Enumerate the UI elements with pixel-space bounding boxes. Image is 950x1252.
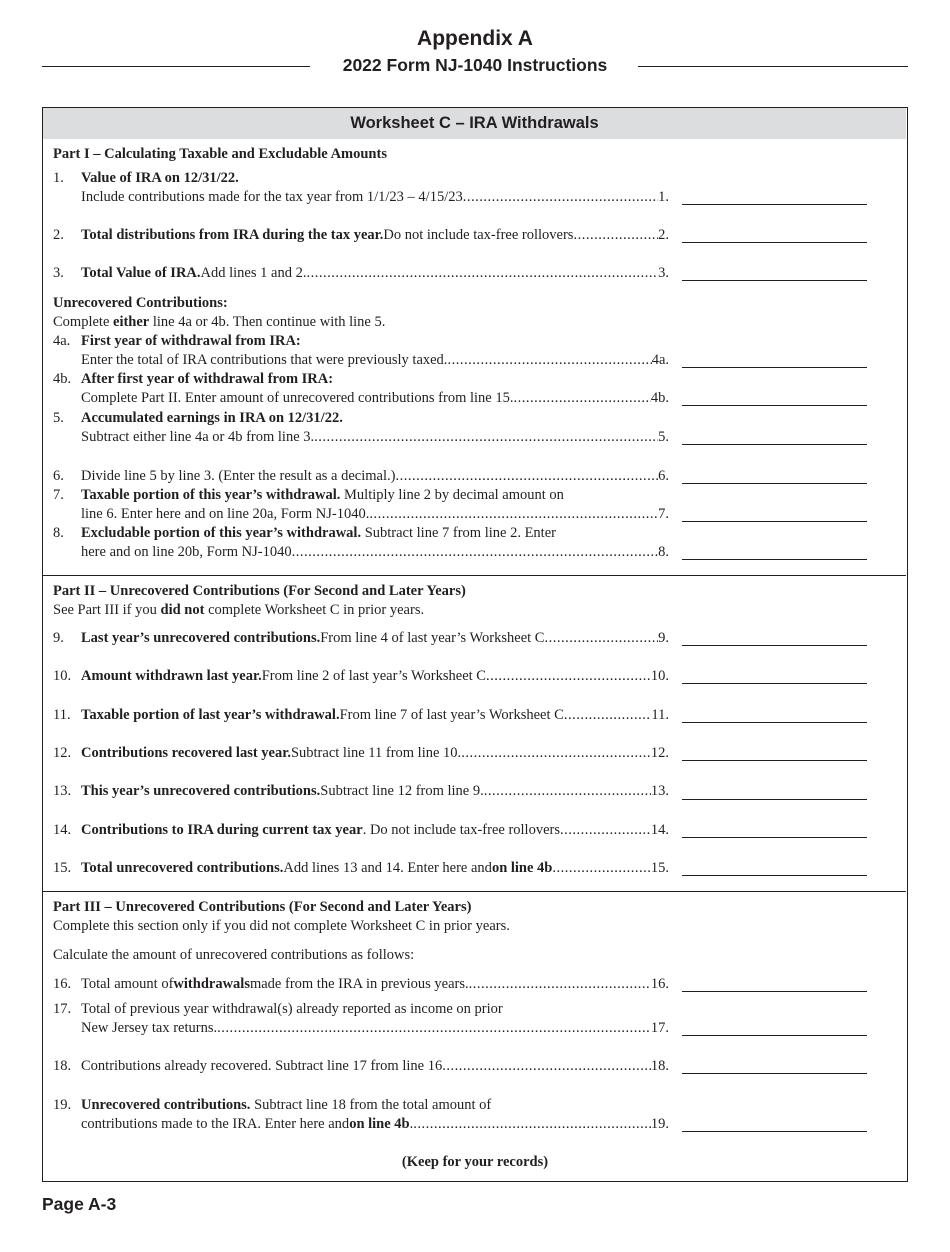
line-7-text: Multiply line 2 by decimal amount on [340,487,564,503]
line-13 [81,782,669,800]
line-ref: 13. [650,783,669,799]
line-19-text: Subtract line 18 from the total amount of [250,1097,492,1113]
line-5-title: Accumulated earnings in IRA on 12/31/22. [81,410,343,426]
line-9 [81,629,669,647]
line-8-title: Excludable portion of this year’s withdrawal. [81,525,362,541]
line-3-text: Add lines 1 and 2. [200,265,307,281]
line-13-title: This year’s unrecovered contributions. [81,783,321,799]
line-1-text: Include contributions made for the tax year from 1/1/23 – 4/15/23 [81,189,463,205]
line-ref: 12. [650,745,669,761]
part2-note [53,601,424,619]
line-16-bold: withdrawals [173,976,250,992]
line-15-bold-ref: on line 4b [491,860,553,876]
line-8-text-2: here and on line 20b, Form NJ-1040 [81,544,292,560]
line-8-text: Subtract line 7 from line 2. Enter [361,525,556,541]
line-ref: 11. [651,707,669,723]
line-number: 15. [53,860,72,876]
line-ref: 2. [658,227,669,243]
line-17-entry[interactable] [682,1035,867,1036]
line-3-title: Total Value of IRA. [81,265,201,281]
line-number: 7. [53,487,64,503]
line-6 [81,467,669,485]
line-ref: 5. [658,429,669,445]
line-11-title: Taxable portion of last year’s withdrawal. [81,707,340,723]
line-ref: 3. [658,265,669,281]
line-number: 5. [53,410,64,426]
line-9-text: From line 4 of last year’s Worksheet C [320,630,545,646]
line-7 [81,505,669,523]
line-1-title: Value of IRA on 12/31/22. [81,170,239,186]
line-19-bold-ref: on line 4b [349,1116,410,1132]
line-7-text-2: line 6. Enter here and on line 20a, Form NJ-1040. [81,506,370,522]
line-number: 11. [53,707,71,723]
line-19 [81,1115,669,1133]
line-16-pre: Total amount of [81,976,174,992]
line-number: 14. [53,822,72,838]
line-4a-entry[interactable] [682,367,867,368]
complete-post: line 4a or 4b. Then continue with line 5. [149,314,386,330]
line-5-entry[interactable] [682,444,867,445]
line-18 [81,1057,669,1075]
line-ref: 16. [650,976,669,992]
line-15 [81,859,669,877]
line-8-entry[interactable] [682,559,867,560]
line-17-text-2: New Jersey tax returns. [81,1020,218,1036]
line-number: 18. [53,1058,72,1074]
complete-bold: either [113,314,150,330]
line-13-entry[interactable] [682,799,867,800]
line-number: 16. [53,976,72,992]
part-divider-1 [43,575,906,576]
line-16-text: made from the IRA in previous years. [249,976,469,992]
line-ref: 14. [650,822,669,838]
line-ref: 7. [658,506,669,522]
line-12-title: Contributions recovered last year. [81,745,291,761]
line-13-text: Subtract line 12 from line 9. [320,783,484,799]
line-ref: 15. [650,860,669,876]
complete-pre: Complete [53,314,114,330]
part1-heading: Part I – Calculating Taxable and Excludable Amounts [53,146,387,162]
line-2-text: Do not include tax-free rollovers [383,227,574,243]
line-number: 4a. [53,333,71,349]
line-number: 12. [53,745,72,761]
line-14-title: Contributions to IRA during current tax year [81,822,363,838]
worksheet-title: Worksheet C – IRA Withdrawals [43,108,906,139]
line-7-heading [81,486,564,504]
line-number: 19. [53,1097,72,1113]
line-5 [81,428,669,446]
line-16 [81,975,669,993]
unrecovered-heading: Unrecovered Contributions: [53,295,228,311]
line-2-title: Total distributions from IRA during the tax year. [81,227,384,243]
line-19-heading [81,1096,491,1114]
keep-records-note: (Keep for your records) [401,1154,549,1170]
complete-instructions [53,313,385,331]
line-11-entry[interactable] [682,722,867,723]
line-ref: 18. [650,1058,669,1074]
line-4b-entry[interactable] [682,405,867,406]
line-19-entry[interactable] [682,1131,867,1132]
line-18-entry[interactable] [682,1073,867,1074]
part-divider-2 [43,891,906,892]
line-9-title: Last year’s unrecovered contributions. [81,630,321,646]
line-14-entry[interactable] [682,837,867,838]
line-18-text: Contributions already recovered. Subtract line 17 from line 16 [81,1058,443,1074]
line-ref: 6. [658,468,669,484]
line-4a-title: First year of withdrawal from IRA: [81,333,301,349]
line-number: 6. [53,468,64,484]
line-4b [81,389,669,407]
line-11 [81,706,669,724]
line-number: 4b. [53,371,72,387]
line-3-entry[interactable] [682,280,867,281]
line-17 [81,1019,669,1037]
line-number: 9. [53,630,64,646]
line-ref: 4a. [651,352,669,368]
part2-note-bold: did not [160,602,205,618]
part2-heading: Part II – Unrecovered Contributions (For Second and Later Years) [53,583,466,599]
line-11-text: From line 7 of last year’s Worksheet C [339,707,564,723]
line-8 [81,543,669,561]
line-ref: 8. [658,544,669,560]
line-5-text: Subtract either line 4a or 4b from line 3. [81,429,315,445]
line-number: 10. [53,668,72,684]
line-ref: 9. [658,630,669,646]
line-ref: 4b. [650,390,669,406]
line-2 [81,226,669,244]
line-10 [81,667,669,685]
line-12-text: Subtract line 11 from line 10. [290,745,462,761]
line-ref: 10. [650,668,669,684]
line-number: 3. [53,265,64,281]
line-4b-text: Complete Part II. Enter amount of unrecovered contributions from line 15. [81,390,514,406]
page-number: Page A-3 [42,1194,117,1214]
line-1-entry[interactable] [682,204,867,205]
line-14-text: . Do not include tax-free rollovers [362,822,560,838]
part2-note-pre: See Part III if you [53,602,161,618]
line-10-title: Amount withdrawn last year. [81,668,262,684]
line-number: 2. [53,227,64,243]
line-12 [81,744,669,762]
line-number: 1. [53,170,64,186]
line-9-entry[interactable] [682,645,867,646]
line-19-title: Unrecovered contributions. [81,1097,251,1113]
line-4a [81,351,669,369]
line-15-text: Add lines 13 and 14. Enter here and [283,860,492,876]
line-7-title: Taxable portion of this year’s withdrawal. [81,487,341,503]
line-4a-text: Enter the total of IRA contributions that were previously taxed. [81,352,448,368]
line-ref: 17. [650,1020,669,1036]
line-4b-title: After first year of withdrawal from IRA: [81,371,334,387]
line-1 [81,188,669,206]
line-ref: 19. [650,1116,669,1132]
line-number: 17. [53,1001,72,1017]
line-10-text: From line 2 of last year’s Worksheet C [261,668,486,684]
appendix-title: Appendix A [417,27,533,50]
line-16-entry[interactable] [682,991,867,992]
form-subtitle: 2022 Form NJ-1040 Instructions [342,55,608,75]
line-8-heading [81,524,556,542]
line-6-entry[interactable] [682,483,867,484]
line-14 [81,821,669,839]
line-6-text: Divide line 5 by line 3. (Enter the result as a decimal.) [81,468,396,484]
part3-heading: Part III – Unrecovered Contributions (For Second and Later Years) [53,899,472,915]
line-12-entry[interactable] [682,760,867,761]
part2-note-post: complete Worksheet C in prior years. [204,602,425,618]
line-17-text: Total of previous year withdrawal(s) already reported as income on prior [81,1001,503,1017]
line-19-text-2: contributions made to the IRA. Enter here and [81,1116,350,1132]
line-3 [81,264,669,282]
line-10-entry[interactable] [682,683,867,684]
line-7-entry[interactable] [682,521,867,522]
line-number: 13. [53,783,72,799]
part3-calc-note: Calculate the amount of unrecovered contributions as follows: [53,947,415,963]
part3-intro: Complete this section only if you did not complete Worksheet C in prior years. [53,918,510,934]
line-2-entry[interactable] [682,242,867,243]
subtitle-row [42,55,908,77]
line-19-text-3: . [409,1116,414,1132]
line-15-title: Total unrecovered contributions. [81,860,284,876]
line-15-entry[interactable] [682,875,867,876]
line-ref: 1. [658,189,669,205]
line-number: 8. [53,525,64,541]
